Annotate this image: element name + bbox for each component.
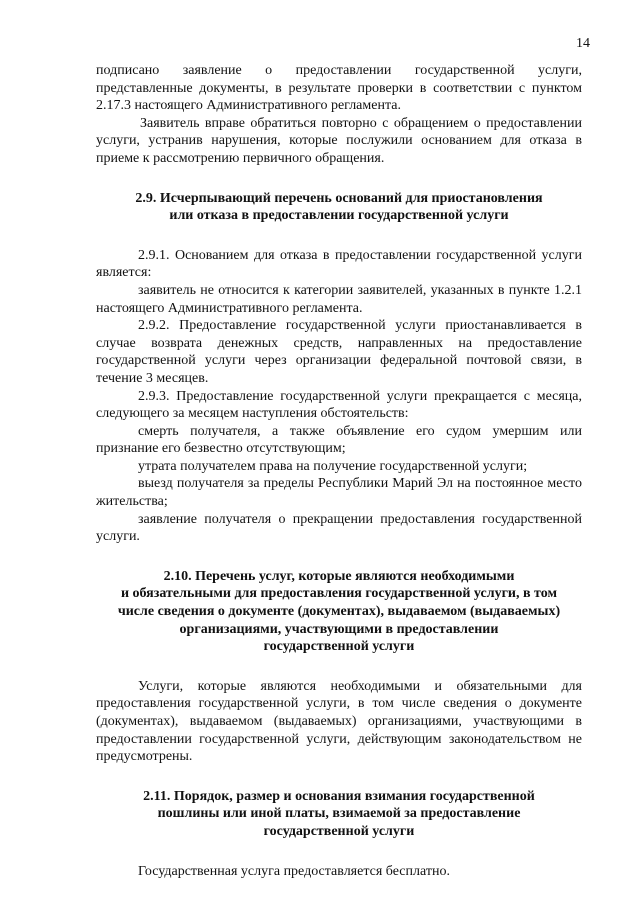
- heading-line: государственной услуги: [263, 639, 415, 655]
- paragraph: заявление получателя о прекращении предоставления государственной услуги.: [96, 511, 582, 545]
- paragraph: выезд получателя за пределы Республики Марий Эл на постоянное место жительства;: [96, 476, 582, 510]
- paragraph: подписано заявление о предоставлении государственной услуги, представленные документы, в результате проверки в соответствии с пунктом 2.17.3 настоящего Административного регламента.: [96, 63, 582, 114]
- heading-line: организациями, участвующими в предоставлении: [179, 621, 499, 637]
- heading-line: 2.11. Порядок, размер и основания взимания государственной: [143, 788, 535, 804]
- page-number: 14: [576, 36, 590, 51]
- section-heading-2-9: [96, 190, 582, 225]
- heading-line: и обязательными для предоставления государственной услуги, в том: [120, 586, 558, 602]
- section-heading-2-11: [96, 788, 582, 841]
- heading-line: числе сведения о документе (документах), выдаваемом (выдаваемых): [117, 604, 561, 620]
- section-heading-2-10: [96, 568, 582, 656]
- paragraph: заявитель не относится к категории заявителей, указанных в пункте 1.2.1 настоящего Административного регламента.: [96, 282, 582, 316]
- heading-line: пошлины или иной платы, взимаемой за предоставление: [157, 806, 521, 822]
- heading-line: 2.10. Перечень услуг, которые являются необходимыми: [163, 568, 515, 584]
- paragraph: смерть получателя, а также объявление его судом умершим или признание его безвестно отсутствующим;: [96, 423, 582, 457]
- paragraph: утрата получателем права на получение государственной услуги;: [138, 458, 528, 474]
- paragraph: Заявитель вправе обратиться повторно с обращением о предоставлении услуги, устранив нарушения, которые послужили основанием для отказа в приеме к рассмотрению первичного обращения.: [96, 115, 582, 166]
- paragraph: Услуги, которые являются необходимыми и обязательными для предоставления государственной услуги, в том числе сведения о документе (документах), выдаваемом (выдаваемых) организациями, участвующими в предоставлении государственной услуги, действующим законодательством не предусмотрены.: [96, 678, 582, 765]
- paragraph: 2.9.2. Предоставление государственной услуги приостанавливается в случае возврата денежных средств, направленных на предоставление государственной услуги через организации федеральной почтовой связи, в течение 3 месяцев.: [96, 318, 582, 386]
- heading-line: государственной услуги: [263, 823, 415, 839]
- document-body: [96, 62, 582, 880]
- paragraph: 2.9.1. Основанием для отказа в предоставлении государственной услуги является:: [96, 247, 582, 281]
- paragraph: Государственная услуга предоставляется бесплатно.: [138, 863, 450, 879]
- heading-line: или отказа в предоставлении государственной услуги: [169, 208, 509, 224]
- paragraph: 2.9.3. Предоставление государственной услуги прекращается с месяца, следующего за месяцем наступления обстоятельств:: [96, 388, 582, 422]
- heading-line: 2.9. Исчерпывающий перечень оснований для приостановления: [135, 190, 543, 206]
